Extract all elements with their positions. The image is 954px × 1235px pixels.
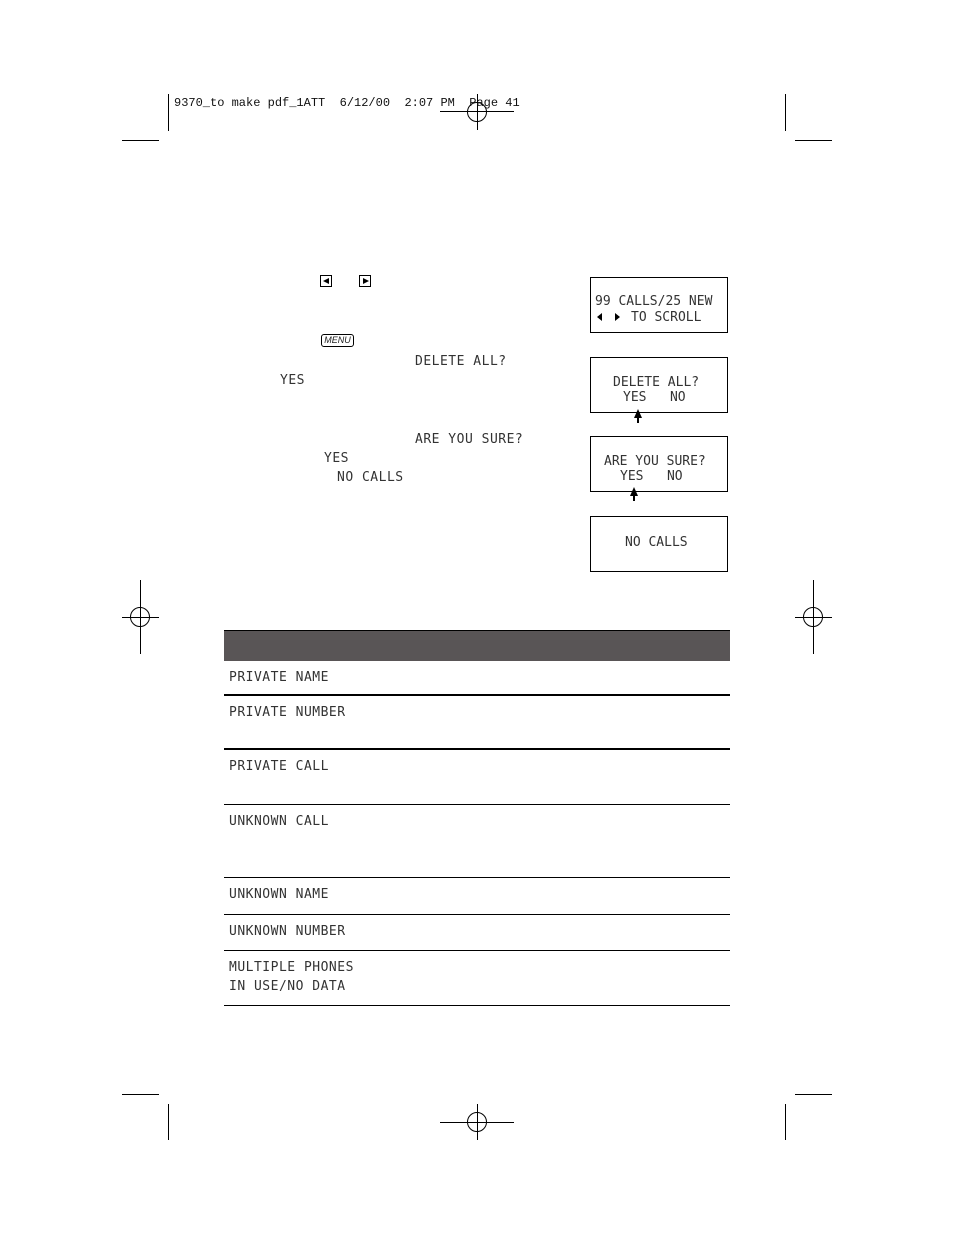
caller-id-messages-table [224, 630, 730, 1006]
table-cell: UNKNOWN NUMBER [229, 924, 346, 939]
table-row [224, 915, 730, 951]
crop-mark [168, 94, 169, 131]
registration-mark-icon [803, 607, 823, 627]
lcd-line: TO SCROLL [631, 310, 702, 325]
registration-mark-icon [130, 607, 150, 627]
left-arrow-key-icon [320, 275, 332, 287]
left-arrow-icon [597, 313, 602, 321]
lcd-line: DELETE ALL? [613, 375, 700, 390]
crop-mark [122, 1094, 159, 1095]
table-header [224, 630, 730, 661]
table-row [224, 661, 730, 696]
up-arrow-stem [637, 417, 639, 423]
registration-mark-icon [467, 1112, 487, 1132]
table-cell: PRIVATE NAME [229, 670, 329, 685]
are-you-sure-prompt-text: ARE YOU SURE? [415, 432, 524, 447]
lcd-line: NO CALLS [625, 535, 688, 550]
crop-mark [785, 94, 786, 131]
lcd-line: 99 CALLS/25 NEW [595, 294, 713, 309]
crop-mark [795, 1094, 832, 1095]
no-calls-text: NO CALLS [337, 470, 404, 485]
lcd-screen-delete-all [590, 357, 728, 413]
table-cell: PRIVATE NUMBER [229, 705, 346, 720]
table-row [224, 951, 730, 1006]
lcd-line: YES NO [623, 390, 686, 405]
crop-mark [122, 140, 159, 141]
crop-mark [795, 140, 832, 141]
table-row [224, 750, 730, 805]
table-row [224, 696, 730, 750]
table-row [224, 878, 730, 915]
table-cell: UNKNOWN NAME [229, 887, 329, 902]
lcd-line: ARE YOU SURE? [604, 454, 706, 469]
lcd-screen-calls [590, 277, 728, 333]
crop-mark [785, 1104, 786, 1140]
yes-text: YES [324, 451, 349, 466]
menu-key-icon: MENU [321, 334, 354, 347]
delete-all-prompt-text: DELETE ALL? [415, 354, 507, 369]
right-arrow-key-icon [359, 275, 371, 287]
yes-text: YES [280, 373, 305, 388]
lcd-screen-no-calls [590, 516, 728, 572]
lcd-screen-are-you-sure [590, 436, 728, 492]
table-cell: PRIVATE CALL [229, 759, 329, 774]
lcd-line: YES NO [620, 469, 683, 484]
table-row [224, 805, 730, 878]
table-cell: MULTIPLE PHONES IN USE/NO DATA [229, 960, 354, 994]
right-arrow-icon [615, 313, 620, 321]
up-arrow-stem [633, 495, 635, 501]
crop-mark [168, 1104, 169, 1140]
print-slug: 9370_to make pdf_1ATT 6/12/00 2:07 PM Page 41 [174, 96, 520, 110]
table-cell: UNKNOWN CALL [229, 814, 329, 829]
